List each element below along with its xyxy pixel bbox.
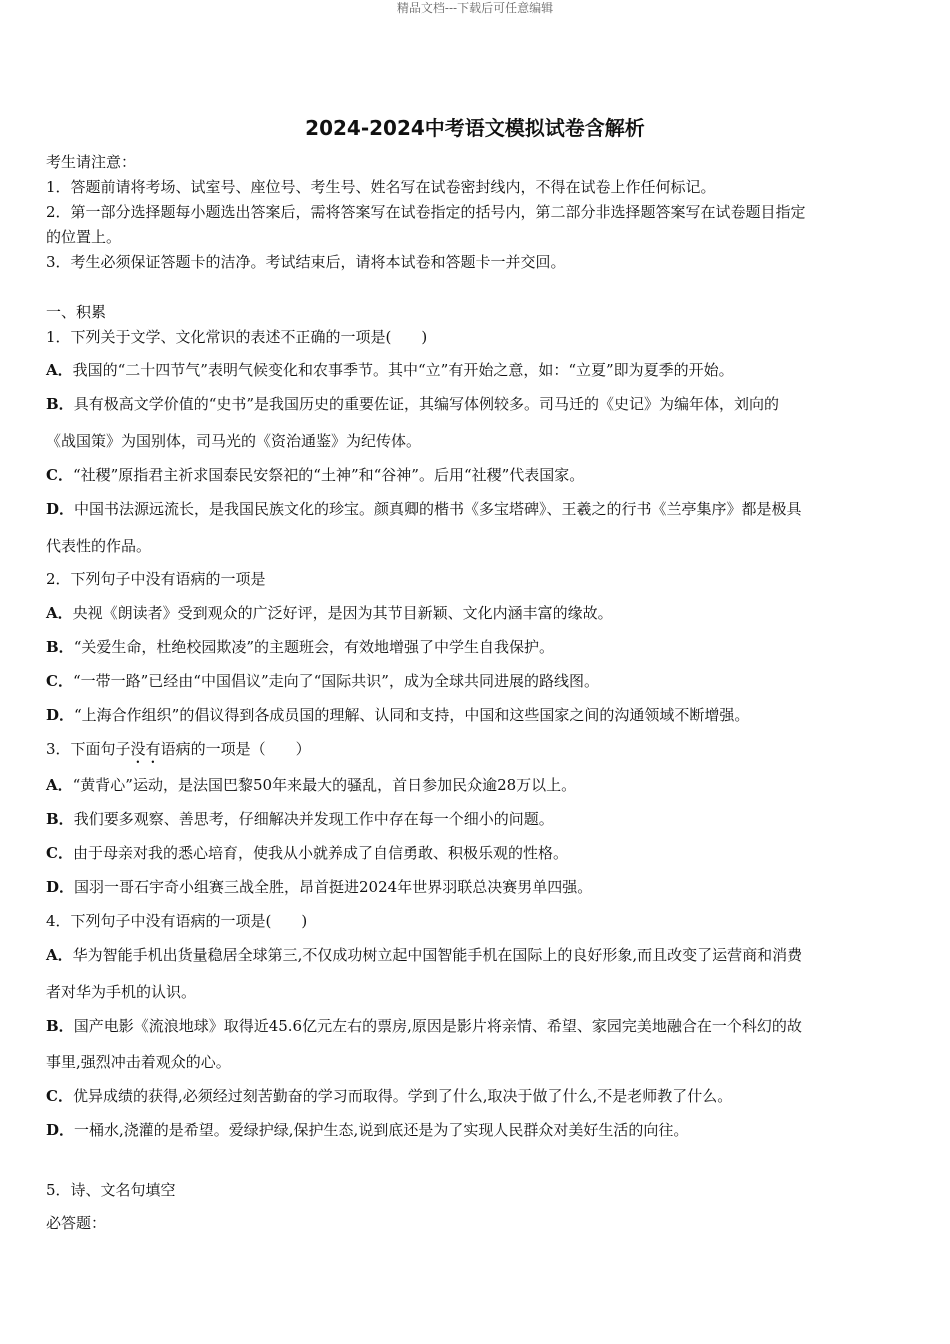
option-label: A． xyxy=(46,604,73,622)
option-label: D． xyxy=(46,706,75,724)
q4-option-b-cont: 事里,强烈冲击着观众的心。 xyxy=(46,1053,231,1071)
q3-stem xyxy=(46,739,906,767)
q4-option-a-cont: 者对华为手机的认识。 xyxy=(46,983,197,1001)
section-heading-1: 一、积累 xyxy=(46,303,107,321)
notice-item-3: 3．考生必须保证答题卡的洁净。考试结束后，请将本试卷和答题卡一并交回。 xyxy=(46,253,566,271)
option-label: D． xyxy=(46,500,75,518)
option-text: 具有极高文学价值的“史书”是我国历史的重要佐证，其编写体例较多。司马迁的《史记》为编年体，刘向的 xyxy=(73,395,780,413)
option-label: B． xyxy=(46,1017,74,1035)
q1-option-a xyxy=(46,360,906,380)
q2-option-b xyxy=(46,637,906,657)
q2-option-d xyxy=(46,705,906,725)
q1-option-d xyxy=(46,499,906,519)
option-label: A． xyxy=(46,361,73,379)
option-label: A． xyxy=(46,776,73,794)
q3-option-a xyxy=(46,775,906,795)
q5-subheading: 必答题： xyxy=(46,1214,107,1232)
q3-stem-post: 语病的一项是（ ） xyxy=(160,740,311,758)
q3-option-b xyxy=(46,809,906,829)
option-text: 国产电影《流浪地球》取得近45.6亿元左右的票房,原因是影片将亲情、希望、家园完美地融合在一个科幻的故 xyxy=(73,1017,802,1035)
option-text: 我们要多观察、善思考，仔细解决并发现工作中存在每一个细小的问题。 xyxy=(73,810,554,828)
option-label: C． xyxy=(46,672,73,690)
notice-item-2-cont: 的位置上。 xyxy=(46,228,122,246)
option-label: B． xyxy=(46,638,74,656)
q3-stem-pre: 3．下面句子 xyxy=(46,740,131,758)
q2-option-a xyxy=(46,603,906,623)
option-label: B． xyxy=(46,810,74,828)
option-text: 央视《朗读者》受到观众的广泛好评，是因为其节目新颖、文化内涵丰富的缘故。 xyxy=(72,604,613,622)
q3-stem-emphasis: 没有 xyxy=(130,740,161,758)
q4-option-b xyxy=(46,1016,906,1036)
q2-option-c xyxy=(46,671,906,691)
option-text: 我国的“二十四节气”表明气候变化和农事季节。其中“立”有开始之意，如：“立夏”即为夏季的开始。 xyxy=(72,361,734,379)
option-label: C． xyxy=(46,466,73,484)
q2-stem: 2．下列句子中没有语病的一项是 xyxy=(46,570,266,588)
notice-heading: 考生请注意： xyxy=(46,153,137,171)
option-label: D． xyxy=(46,878,75,896)
option-label: A． xyxy=(46,946,73,964)
q5-heading: 5．诗、文名句填空 xyxy=(46,1181,176,1199)
q1-option-b xyxy=(46,394,906,414)
q4-option-d xyxy=(46,1120,906,1140)
option-text: “一带一路”已经由“中国倡议”走向了“国际共识”，成为全球共同进展的路线图。 xyxy=(72,672,599,690)
q1-option-b-cont: 《战国策》为国别体，司马光的《资治通鉴》为纪传体。 xyxy=(46,432,422,450)
option-text: 国羽一哥石宇奇小组赛三战全胜，昂首挺进2024年世界羽联总决赛男单四强。 xyxy=(74,878,593,896)
option-text: 华为智能手机出货量稳居全球第三,不仅成功树立起中国智能手机在国际上的良好形象,而且改变了运营商和消费 xyxy=(72,946,803,964)
option-label: D． xyxy=(46,1121,75,1139)
option-text: “黄背心”运动，是法国巴黎50年来最大的骚乱，首日参加民众逾28万以上。 xyxy=(72,776,577,794)
option-text: 优异成绩的获得,必须经过刻苦勤奋的学习而取得。学到了什么,取决于做了什么,不是老师教了什么。 xyxy=(72,1087,733,1105)
header-note: 精品文档---下载后可任意编辑 xyxy=(396,1,554,15)
notice-item-2: 2．第一部分选择题每小题选出答案后，需将答案写在试卷指定的括号内，第二部分非选择题答案写在试卷题目指定 xyxy=(46,203,806,221)
option-label: B． xyxy=(46,395,74,413)
q4-option-c xyxy=(46,1086,906,1106)
page-title: 2024-2024中考语文模拟试卷含解析 xyxy=(305,116,645,140)
option-label: C． xyxy=(46,844,73,862)
option-text: 中国书法源远流长，是我国民族文化的珍宝。颜真卿的楷书《多宝塔碑》、王羲之的行书《兰亭集序》都是极具 xyxy=(74,500,802,518)
q1-option-c xyxy=(46,465,906,485)
q3-option-c xyxy=(46,843,906,863)
q4-stem: 4．下列句子中没有语病的一项是( ) xyxy=(46,912,308,930)
q1-option-d-cont: 代表性的作品。 xyxy=(46,537,152,555)
notice-item-1: 1．答题前请将考场、试室号、座位号、考生号、姓名写在试卷密封线内，不得在试卷上作任何标记。 xyxy=(46,178,716,196)
option-label: C． xyxy=(46,1087,73,1105)
option-text: 由于母亲对我的悉心培育，使我从小就养成了自信勇敢、积极乐观的性格。 xyxy=(72,844,568,862)
option-text: “社稷”原指君主祈求国泰民安祭祀的“土神”和“谷神”。后用“社稷”代表国家。 xyxy=(72,466,585,484)
q1-stem: 1．下列关于文学、文化常识的表述不正确的一项是( ) xyxy=(46,328,428,346)
q4-option-a xyxy=(46,945,906,965)
option-text: “上海合作组织”的倡议得到各成员国的理解、认同和支持，中国和这些国家之间的沟通领域不断增强。 xyxy=(74,706,750,724)
q3-option-d xyxy=(46,877,906,897)
option-text: 一桶水,浇灌的是希望。爱绿护绿,保护生态,说到底还是为了实现人民群众对美好生活的向往。 xyxy=(74,1121,689,1139)
option-text: “关爱生命，杜绝校园欺凌”的主题班会，有效地增强了中学生自我保护。 xyxy=(73,638,555,656)
